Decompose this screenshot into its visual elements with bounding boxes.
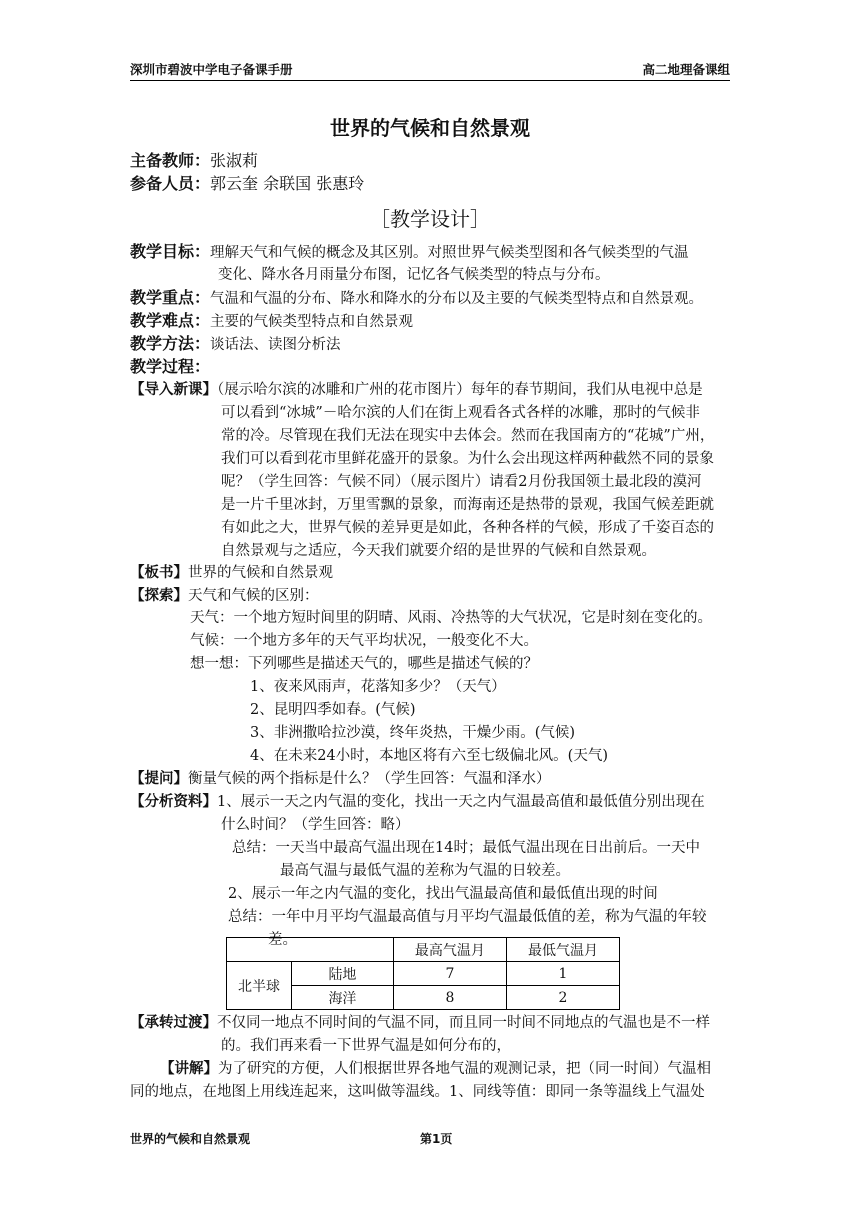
table-cell: 7 [393, 962, 506, 986]
table-cell: 8 [393, 986, 506, 1010]
analysis-text-1: 1、展示一天之内气温的变化，找出一天之内气温最高值和最低值分别出现在 [217, 794, 705, 810]
transition-text-1: 不仅同一地点不同时间的气温不同，而且同一时间不同地点的气温也是不一样 [217, 1015, 710, 1031]
goals-text-1: 理解天气和气候的概念及其区别。对照世界气候类型图和各气候类型的气温 [210, 245, 689, 261]
table-row [227, 962, 620, 986]
intro-line: 是一片千里冰封，万里雪飘的景象，而海南还是热带的景观，我国气候差距就 [221, 497, 714, 513]
think-prompt: 想一想：下列哪些是描述天气的，哪些是描述气候的？ [190, 656, 538, 672]
analysis-label: 【分析资料】 [130, 794, 217, 810]
summary-2a: 总结：一年中月平均气温最高值与月平均气温最低值的差，称为气温的年较 [228, 909, 707, 925]
difficulties-row [130, 310, 413, 333]
page-footer [130, 1130, 453, 1147]
members-label: 参备人员： [130, 174, 211, 193]
goals-label: 教学目标： [130, 242, 211, 261]
goals-row [130, 241, 689, 264]
intro-line: 可以看到“冰城”－哈尔滨的人们在街上观看各式各样的冰雕，那时的气候非 [221, 405, 700, 421]
school-name: 深圳市碧波中学电子备课手册 [130, 62, 293, 77]
summary-2b: 差。 [268, 932, 297, 948]
table-group-cell: 北半球 [227, 962, 292, 1010]
analysis-row [130, 791, 705, 813]
table-header-max: 最高气温月 [393, 938, 506, 962]
lead-teacher-name: 张淑莉 [210, 151, 259, 170]
footer-title: 世界的气候和自然景观 [130, 1132, 251, 1146]
group-name: 高二地理备课组 [642, 62, 730, 77]
explain-row [160, 1058, 711, 1080]
members-names: 郭云奎 余联国 张惠玲 [210, 174, 365, 193]
example-item: 1、夜来风雨声，花落知多少？（天气） [250, 679, 506, 695]
intro-line: 我们可以看到花市里鲜花盛开的景象。为什么会出现这样两种截然不同的景象 [221, 451, 714, 467]
transition-text-2: 的。我们再来看一下世界气温是如何分布的， [221, 1038, 511, 1054]
methods-label: 教学方法： [130, 334, 211, 353]
question-row [130, 768, 551, 790]
temperature-table [226, 937, 620, 1010]
summary-1b: 最高气温与最低气温的差称为气温的日较差。 [280, 863, 570, 879]
goals-text-2: 变化、降水各月雨量分布图，记忆各气候类型的特点与分布。 [218, 267, 610, 283]
section-title: ［教学设计］ [370, 207, 490, 231]
intro-line: 常的冷。尽管现在我们无法在现实中去体会。然而在我国南方的“花城”广州， [221, 428, 715, 444]
board-text: 世界的气候和自然景观 [188, 565, 333, 581]
explore-row [130, 585, 319, 607]
difficulties-label: 教学难点： [130, 311, 211, 330]
methods-row [130, 333, 341, 356]
key-points-row [130, 287, 703, 310]
example-item: 4、在未来24小时，本地区将有六至七级偏北风。(天气) [250, 748, 608, 764]
intro-row [130, 379, 703, 401]
summary-1a: 总结：一天当中最高气温出现在14时；最低气温出现在日出前后。一天中 [232, 840, 700, 856]
table-row-name: 陆地 [292, 962, 394, 986]
question-text: 衡量气候的两个指标是什么？（学生回答：气温和泽水） [188, 771, 551, 787]
methods-text: 谈话法、读图分析法 [210, 337, 341, 353]
table-cell: 1 [506, 962, 619, 986]
intro-line: 呢？（学生回答：气候不同）（展示图片）请看2月份我国领土最北段的漠河 [221, 474, 702, 490]
difficulties-text: 主要的气候类型特点和自然景观 [210, 314, 414, 330]
table-cell: 2 [506, 986, 619, 1010]
page-number: 第1页 [420, 1132, 453, 1146]
analysis-text-3: 2、展示一年之内气温的变化，找出气温最高值和最低值出现的时间 [228, 886, 658, 902]
explore-label: 【探索】 [130, 588, 188, 604]
analysis-text-2: 什么时间？（学生回答：略） [221, 817, 410, 833]
intro-label: 【导入新课】 [130, 382, 217, 398]
intro-line: 有如此之大，世界气候的差异更是如此，各种各样的气候，形成了千姿百态的 [221, 520, 714, 536]
table-header-min: 最低气温月 [506, 938, 619, 962]
intro-line: 自然景观与之适应，今天我们就要介绍的是世界的气候和自然景观。 [221, 543, 656, 559]
document-title: 世界的气候和自然景观 [330, 116, 530, 140]
question-label: 【提问】 [130, 771, 188, 787]
key-points-text: 气温和气温的分布、降水和降水的分布以及主要的气候类型特点和自然景观。 [210, 291, 704, 307]
explain-text-1: 为了研究的方便，人们根据世界各地气温的观测记录，把（同一时间）气温相 [218, 1061, 711, 1077]
climate-definition: 气候：一个地方多年的天气平均状况，一般变化不大。 [190, 633, 538, 649]
weather-definition: 天气：一个地方短时间里的阴晴、风雨、冷热等的大气状况，它是时刻在变化的。 [190, 610, 712, 626]
example-item: 2、昆明四季如春。(气候) [250, 702, 416, 718]
explore-text: 天气和气候的区别： [188, 588, 319, 604]
explain-label: 【讲解】 [160, 1061, 218, 1077]
table-corner-cell [227, 938, 394, 962]
table-row-name: 海洋 [292, 986, 394, 1010]
lead-teacher-label: 主备教师： [130, 151, 211, 170]
process-label: 教学过程： [130, 357, 211, 376]
members-row [130, 173, 364, 195]
table-header-row [227, 938, 620, 962]
board-row [130, 562, 333, 584]
board-label: 【板书】 [130, 565, 188, 581]
page-header [130, 58, 730, 81]
key-points-label: 教学重点： [130, 288, 211, 307]
explain-text-2: 同的地点，在地图上用线连起来，这叫做等温线。1、同线等值：即同一条等温线上气温处 [130, 1084, 705, 1100]
example-item: 3、非洲撒哈拉沙漠，终年炎热，干燥少雨。(气候) [250, 725, 576, 741]
transition-label: 【承转过渡】 [130, 1015, 217, 1031]
transition-row [130, 1012, 710, 1034]
intro-line: （展示哈尔滨的冰雕和广州的花市图片）每年的春节期间，我们从电视中总是 [217, 382, 703, 398]
lead-teacher-row [130, 150, 258, 172]
